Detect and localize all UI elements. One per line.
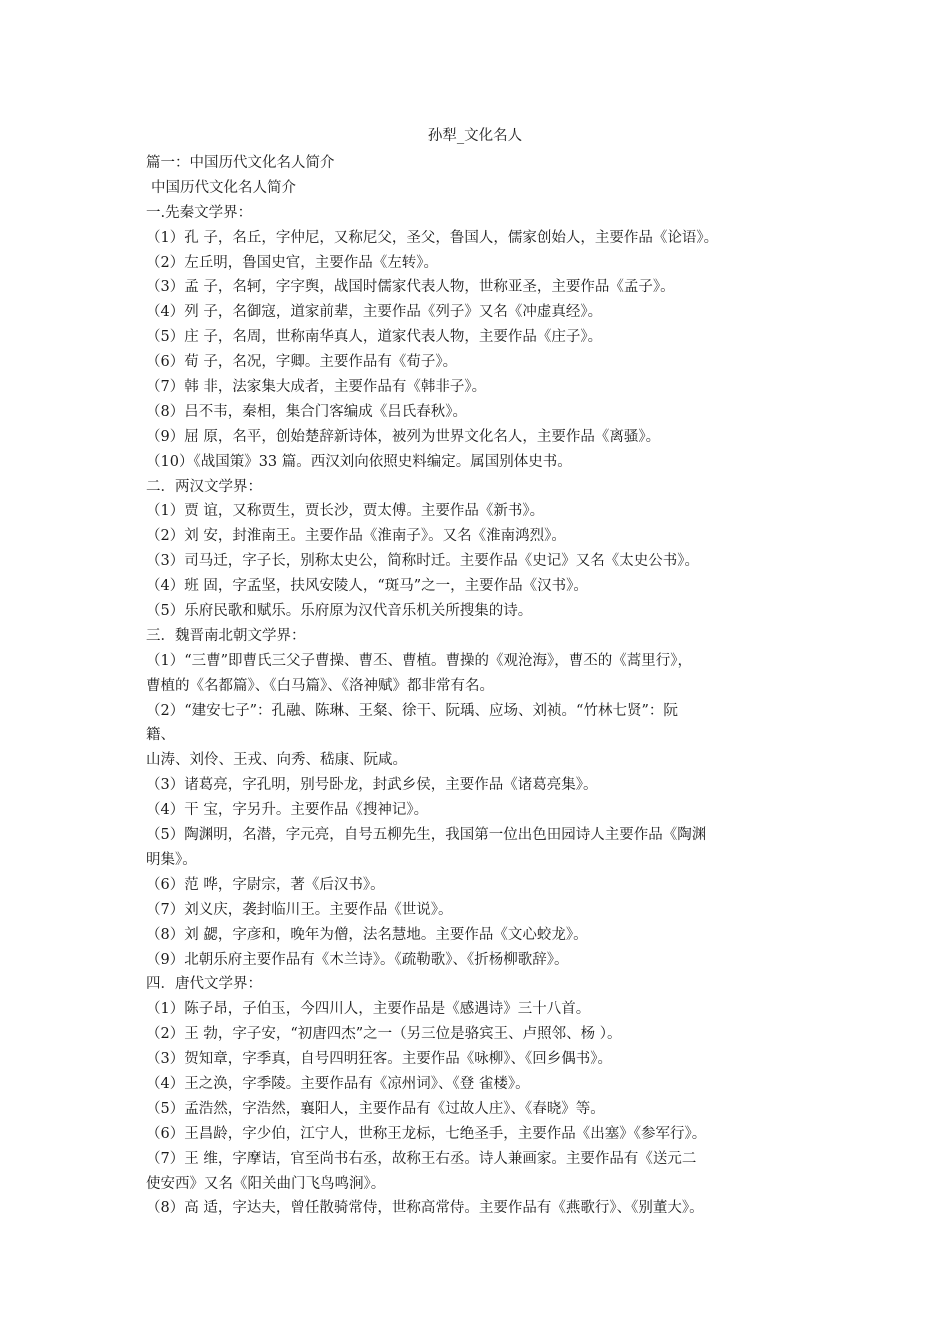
section-heading: 三．魏晋南北朝文学界： xyxy=(146,627,306,644)
text-line: （8）刘 勰，字彦和，晚年为僧，法名慧地。主要作品《文心蛟龙》。 xyxy=(146,926,588,943)
document-title: 孙犁_文化名人 xyxy=(427,128,523,144)
text-line: （3）诸葛亮，字孔明，别号卧龙，封武乡侯，主要作品《诸葛亮集》。 xyxy=(146,777,598,794)
text-line: （7）王 维，字摩诘，官至尚书右丞，故称王右丞。诗人兼画家。主要作品有《送元二 xyxy=(146,1150,697,1167)
text-line: （4）干 宝，字另升。主要作品《搜神记》。 xyxy=(146,802,429,819)
subtitle: 中国历代文化名人简介 xyxy=(151,179,296,196)
section-heading: 一.先秦文学界： xyxy=(146,204,253,221)
text-line: （4）王之涣，字季陵。主要作品有《凉州词》、《登 雀楼》。 xyxy=(146,1075,530,1092)
text-line: （8）高 适，字达夫，曾任散骑常侍，世称高常侍。主要作品有《燕歌行》、《别董大》。 xyxy=(146,1200,704,1217)
text-line: （6）范 哗，字尉宗，著《后汉书》。 xyxy=(146,876,385,893)
text-line: （3）贺知章，字季真，自号四明狂客。主要作品《咏柳》、《回乡偶书》。 xyxy=(146,1051,612,1068)
text-line: （3）司马迁，字子长，别称太史公，简称时迁。主要作品《史记》又名《太史公书》。 xyxy=(146,553,699,570)
text-line: 籍、 xyxy=(146,727,175,744)
text-line: （1）“三曹”即曹氏三父子曹操、曹丕、曹植。曹操的《观沧海》，曹丕的《蒿里行》， xyxy=(146,652,693,669)
text-line: （7）韩 非，法家集大成者，主要作品有《韩非子》。 xyxy=(146,379,487,396)
text-line: 曹植的《名都篇》、《白马篇》、《洛神赋》都非常有名。 xyxy=(146,677,494,694)
text-line: （8）吕不韦，秦相，集合门客编成《吕氏春秋》。 xyxy=(146,403,467,420)
text-line: （1）孔 子，名丘，字仲尼，又称尼父，圣父，鲁国人，儒家创始人，主要作品《论语》。 xyxy=(146,229,719,246)
text-line: （9）北朝乐府主要作品有《木兰诗》。《疏勒歌》、《折杨柳歌辞》。 xyxy=(146,951,569,968)
text-line: 明集》。 xyxy=(146,851,197,868)
document-body xyxy=(146,151,822,1221)
text-line: （4）列 子，名御寇，道家前辈，主要作品《列子》又名《冲虚真经》。 xyxy=(146,304,603,321)
text-line: （2）左丘明，鲁国史官，主要作品《左转》。 xyxy=(146,254,438,271)
text-line: （3）孟 子，名轲，字字舆，战国时儒家代表人物，世称亚圣，主要作品《孟子》。 xyxy=(146,279,675,296)
text-line: （5）庄 子，名周，世称南华真人，道家代表人物，主要作品《庄子》。 xyxy=(146,329,603,346)
text-line: （5）乐府民歌和赋乐。乐府原为汉代音乐机关所搜集的诗。 xyxy=(146,603,533,620)
text-line: （1）贾 谊，又称贾生，贾长沙，贾太傅。主要作品《新书》。 xyxy=(146,503,545,520)
text-line: （7）刘义庆，袭封临川王。主要作品《世说》。 xyxy=(146,901,453,918)
text-line: （2）“建安七子”：孔融、陈琳、王粲、徐干、阮瑀、应场、刘祯。“竹林七贤”：阮 xyxy=(146,702,678,719)
section-heading: 四．唐代文学界： xyxy=(146,976,262,993)
text-line: （10）《战国策》33 篇。西汉刘向依照史料编定。属国别体史书。 xyxy=(146,453,572,470)
text-line: （6）王昌龄，字少伯，江宁人，世称王龙标，七绝圣手，主要作品《出塞》《参军行》。 xyxy=(146,1125,707,1142)
text-line: （9）屈 原，名平，创始楚辞新诗体，被列为世界文化名人，主要作品《离骚》。 xyxy=(146,428,661,445)
text-line: （2）刘 安，封淮南王。主要作品《淮南子》。又名《淮南鸿烈》。 xyxy=(146,528,566,545)
text-line: （6）荀 子，名况，字卿。主要作品有《荀子》。 xyxy=(146,354,458,371)
text-line: （5）陶渊明，名潜，字元亮，自号五柳先生，我国第一位出色田园诗人主要作品《陶渊 xyxy=(146,827,707,844)
text-line: （1）陈子昂，子伯玉，今四川人，主要作品是《感遇诗》三十八首。 xyxy=(146,1001,591,1018)
text-line: （2）王 勃，字子安，“初唐四杰”之一（另三位是骆宾王、卢照邻、杨 ）。 xyxy=(146,1026,622,1043)
text-line: （5）孟浩然，字浩然，襄阳人，主要作品有《过故人庄》、《春晓》等。 xyxy=(146,1100,605,1117)
text-line: 使安西》又名《阳关曲门飞鸟鸣涧》。 xyxy=(146,1175,386,1192)
text-line: 山涛、刘伶、王戎、向秀、嵇康、阮咸。 xyxy=(146,752,407,769)
text-line: （4）班 固，字孟坚，扶风安陵人，“斑马”之一，主要作品《汉书》。 xyxy=(146,578,588,595)
section-heading: 二．两汉文学界： xyxy=(146,478,262,495)
section-heading: 篇一：中国历代文化名人简介 xyxy=(146,155,335,171)
